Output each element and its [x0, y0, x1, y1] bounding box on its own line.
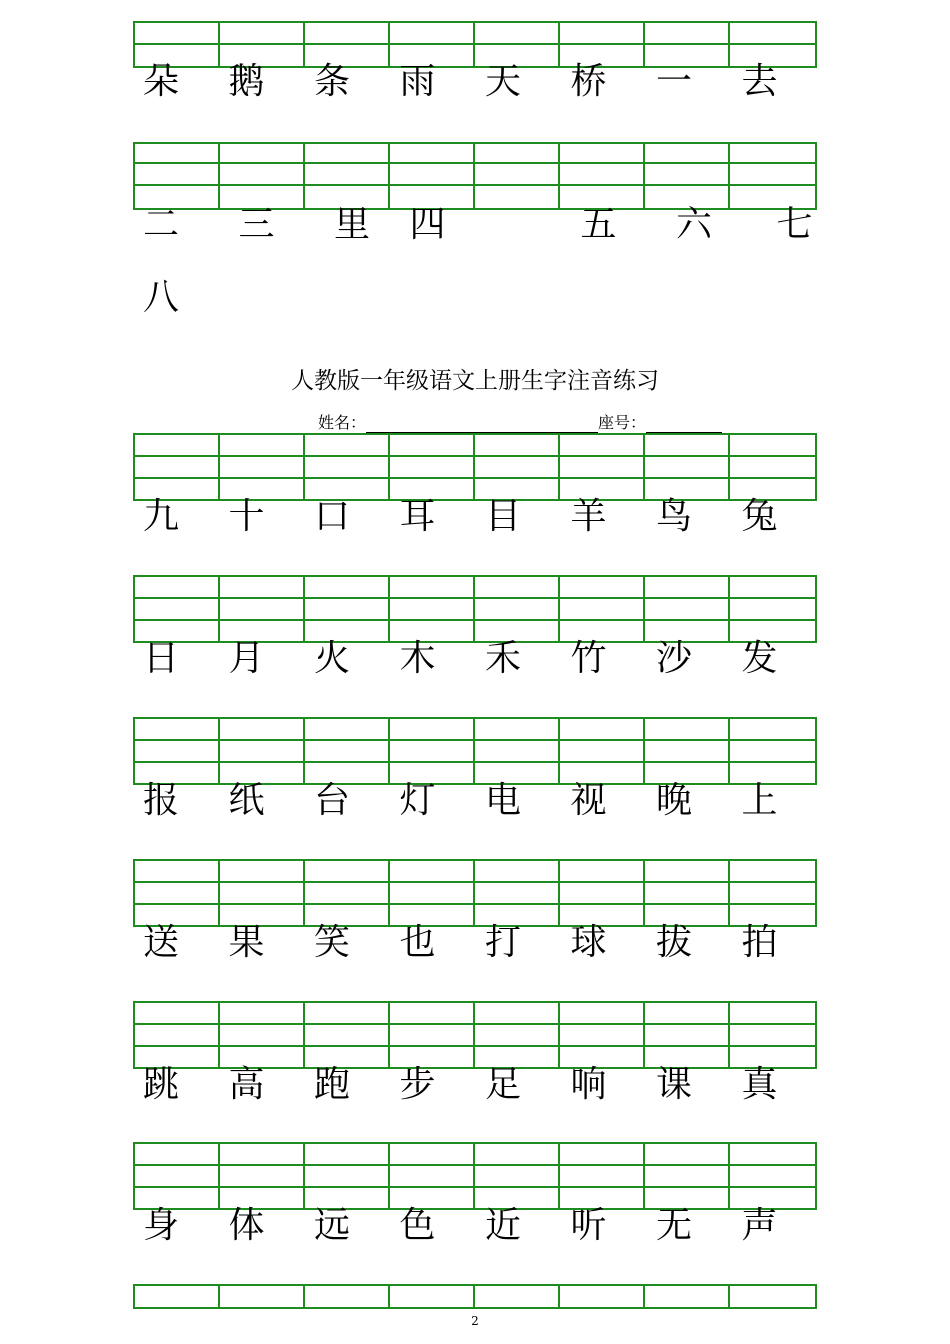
pinyin-cell[interactable] — [135, 1003, 220, 1067]
pinyin-cell[interactable] — [220, 861, 305, 925]
character: 里 — [334, 204, 371, 245]
character: 体 — [228, 1205, 265, 1246]
pinyin-grid — [133, 717, 817, 785]
character: 九 — [143, 496, 180, 537]
character: 七 — [776, 204, 813, 245]
character: 步 — [399, 1064, 436, 1105]
pinyin-cell[interactable] — [730, 435, 815, 499]
character: 沙 — [656, 638, 693, 679]
pinyin-cell[interactable] — [560, 577, 645, 641]
pinyin-cell[interactable] — [475, 861, 560, 925]
pinyin-cell[interactable] — [475, 719, 560, 783]
character: 竹 — [570, 638, 607, 679]
pinyin-grid — [133, 575, 817, 643]
pinyin-cell[interactable] — [390, 435, 475, 499]
pinyin-cell[interactable] — [645, 719, 730, 783]
character: 口 — [314, 496, 351, 537]
pinyin-cell[interactable] — [730, 861, 815, 925]
character: 二 — [143, 204, 180, 245]
pinyin-grid-bottom — [133, 1284, 817, 1309]
char-row — [133, 1063, 817, 1107]
char-row — [133, 495, 817, 539]
pinyin-cell[interactable] — [305, 1144, 390, 1208]
character: 球 — [570, 922, 607, 963]
character: 晚 — [656, 780, 693, 821]
char-row — [133, 921, 817, 965]
pinyin-cell[interactable] — [135, 577, 220, 641]
page-number: 2 — [471, 1314, 479, 1328]
pinyin-cell[interactable] — [220, 1003, 305, 1067]
name-blank[interactable] — [366, 414, 598, 433]
pinyin-cell[interactable] — [305, 719, 390, 783]
pinyin-cell[interactable] — [220, 435, 305, 499]
character: 身 — [143, 1205, 180, 1246]
character: 响 — [570, 1064, 607, 1105]
pinyin-grid — [133, 433, 817, 501]
character: 色 — [399, 1205, 436, 1246]
pinyin-cell[interactable] — [560, 1144, 645, 1208]
pinyin-cell[interactable] — [560, 1003, 645, 1067]
name-label: 姓名： — [318, 413, 367, 432]
character: 发 — [741, 638, 778, 679]
character: 跳 — [143, 1064, 180, 1105]
pinyin-cell[interactable] — [135, 1144, 220, 1208]
pinyin-cell[interactable] — [390, 1003, 475, 1067]
character: 三 — [238, 204, 275, 245]
pinyin-cell[interactable] — [560, 435, 645, 499]
character: 果 — [228, 922, 265, 963]
character: 六 — [676, 204, 713, 245]
pinyin-grid — [133, 1001, 817, 1069]
pinyin-cell[interactable] — [135, 435, 220, 499]
character: 上 — [741, 780, 778, 821]
character: 目 — [485, 496, 522, 537]
character: 羊 — [570, 496, 607, 537]
character: 无 — [656, 1205, 693, 1246]
pinyin-grid — [133, 1142, 817, 1210]
character: 火 — [314, 638, 351, 679]
pinyin-cell[interactable] — [645, 577, 730, 641]
pinyin-cell[interactable] — [135, 719, 220, 783]
character: 鸟 — [656, 496, 693, 537]
character: 灯 — [399, 780, 436, 821]
character: 电 — [485, 780, 522, 821]
pinyin-cell[interactable] — [390, 1144, 475, 1208]
pinyin-cell[interactable] — [305, 861, 390, 925]
character-extra: 八 — [143, 277, 180, 318]
pinyin-cell[interactable] — [560, 861, 645, 925]
character — [475, 203, 561, 247]
character: 声 — [741, 1205, 778, 1246]
seat-blank[interactable] — [646, 414, 722, 433]
character: 一 — [656, 61, 693, 102]
pinyin-cell[interactable] — [390, 719, 475, 783]
pinyin-cell[interactable] — [645, 435, 730, 499]
character: 课 — [656, 1064, 693, 1105]
pinyin-cell[interactable] — [220, 577, 305, 641]
character: 高 — [228, 1064, 265, 1105]
pinyin-cell[interactable] — [135, 861, 220, 925]
pinyin-cell[interactable] — [645, 861, 730, 925]
name-seat-line — [318, 410, 722, 433]
char-row — [133, 1204, 817, 1248]
character: 打 — [485, 922, 522, 963]
pinyin-cell[interactable] — [220, 1144, 305, 1208]
character: 跑 — [314, 1064, 351, 1105]
character: 桥 — [570, 61, 607, 102]
pinyin-cell[interactable] — [560, 719, 645, 783]
character: 纸 — [228, 780, 265, 821]
character: 报 — [143, 780, 180, 821]
char-row — [133, 779, 817, 823]
pinyin-cell[interactable] — [730, 1003, 815, 1067]
character: 禾 — [485, 638, 522, 679]
pinyin-cell[interactable] — [305, 1003, 390, 1067]
char-row-top-1 — [133, 60, 817, 104]
pinyin-grid-top-2 — [133, 142, 817, 210]
character: 日 — [143, 638, 180, 679]
character: 拔 — [656, 922, 693, 963]
character: 条 — [314, 61, 351, 102]
character: 雨 — [399, 61, 436, 102]
character: 去 — [741, 61, 778, 102]
character: 月 — [228, 638, 265, 679]
pinyin-cell[interactable] — [730, 1144, 815, 1208]
pinyin-cell[interactable] — [475, 1144, 560, 1208]
character: 鹅 — [228, 61, 265, 102]
pinyin-cell[interactable] — [475, 435, 560, 499]
pinyin-cell[interactable] — [730, 719, 815, 783]
character: 也 — [399, 922, 436, 963]
character: 远 — [314, 1205, 351, 1246]
pinyin-cell[interactable] — [475, 1003, 560, 1067]
seat-label: 座号： — [598, 413, 647, 432]
pinyin-cell[interactable] — [730, 577, 815, 641]
character: 视 — [570, 780, 607, 821]
character: 近 — [485, 1205, 522, 1246]
pinyin-cell[interactable] — [475, 577, 560, 641]
character: 朵 — [143, 61, 180, 102]
char-row-top-2 — [133, 203, 817, 247]
pinyin-cell[interactable] — [305, 435, 390, 499]
character: 笑 — [314, 922, 351, 963]
char-row — [133, 637, 817, 681]
character: 天 — [485, 61, 522, 102]
character: 五 — [580, 204, 617, 245]
pinyin-cell[interactable] — [220, 719, 305, 783]
character: 送 — [143, 922, 180, 963]
pinyin-grid — [133, 859, 817, 927]
character: 十 — [228, 496, 265, 537]
pinyin-cell[interactable] — [645, 1003, 730, 1067]
character: 兔 — [741, 496, 778, 537]
pinyin-cell[interactable] — [305, 577, 390, 641]
character: 台 — [314, 780, 351, 821]
character: 拍 — [741, 922, 778, 963]
character: 真 — [741, 1064, 778, 1105]
pinyin-cell[interactable] — [390, 577, 475, 641]
character: 四 — [409, 204, 446, 245]
character: 耳 — [399, 496, 436, 537]
character: 足 — [485, 1064, 522, 1105]
character: 听 — [570, 1205, 607, 1246]
pinyin-cell[interactable] — [645, 1144, 730, 1208]
character: 木 — [399, 638, 436, 679]
pinyin-cell[interactable] — [390, 861, 475, 925]
worksheet-title: 人教版一年级语文上册生字注音练习 — [291, 368, 659, 394]
